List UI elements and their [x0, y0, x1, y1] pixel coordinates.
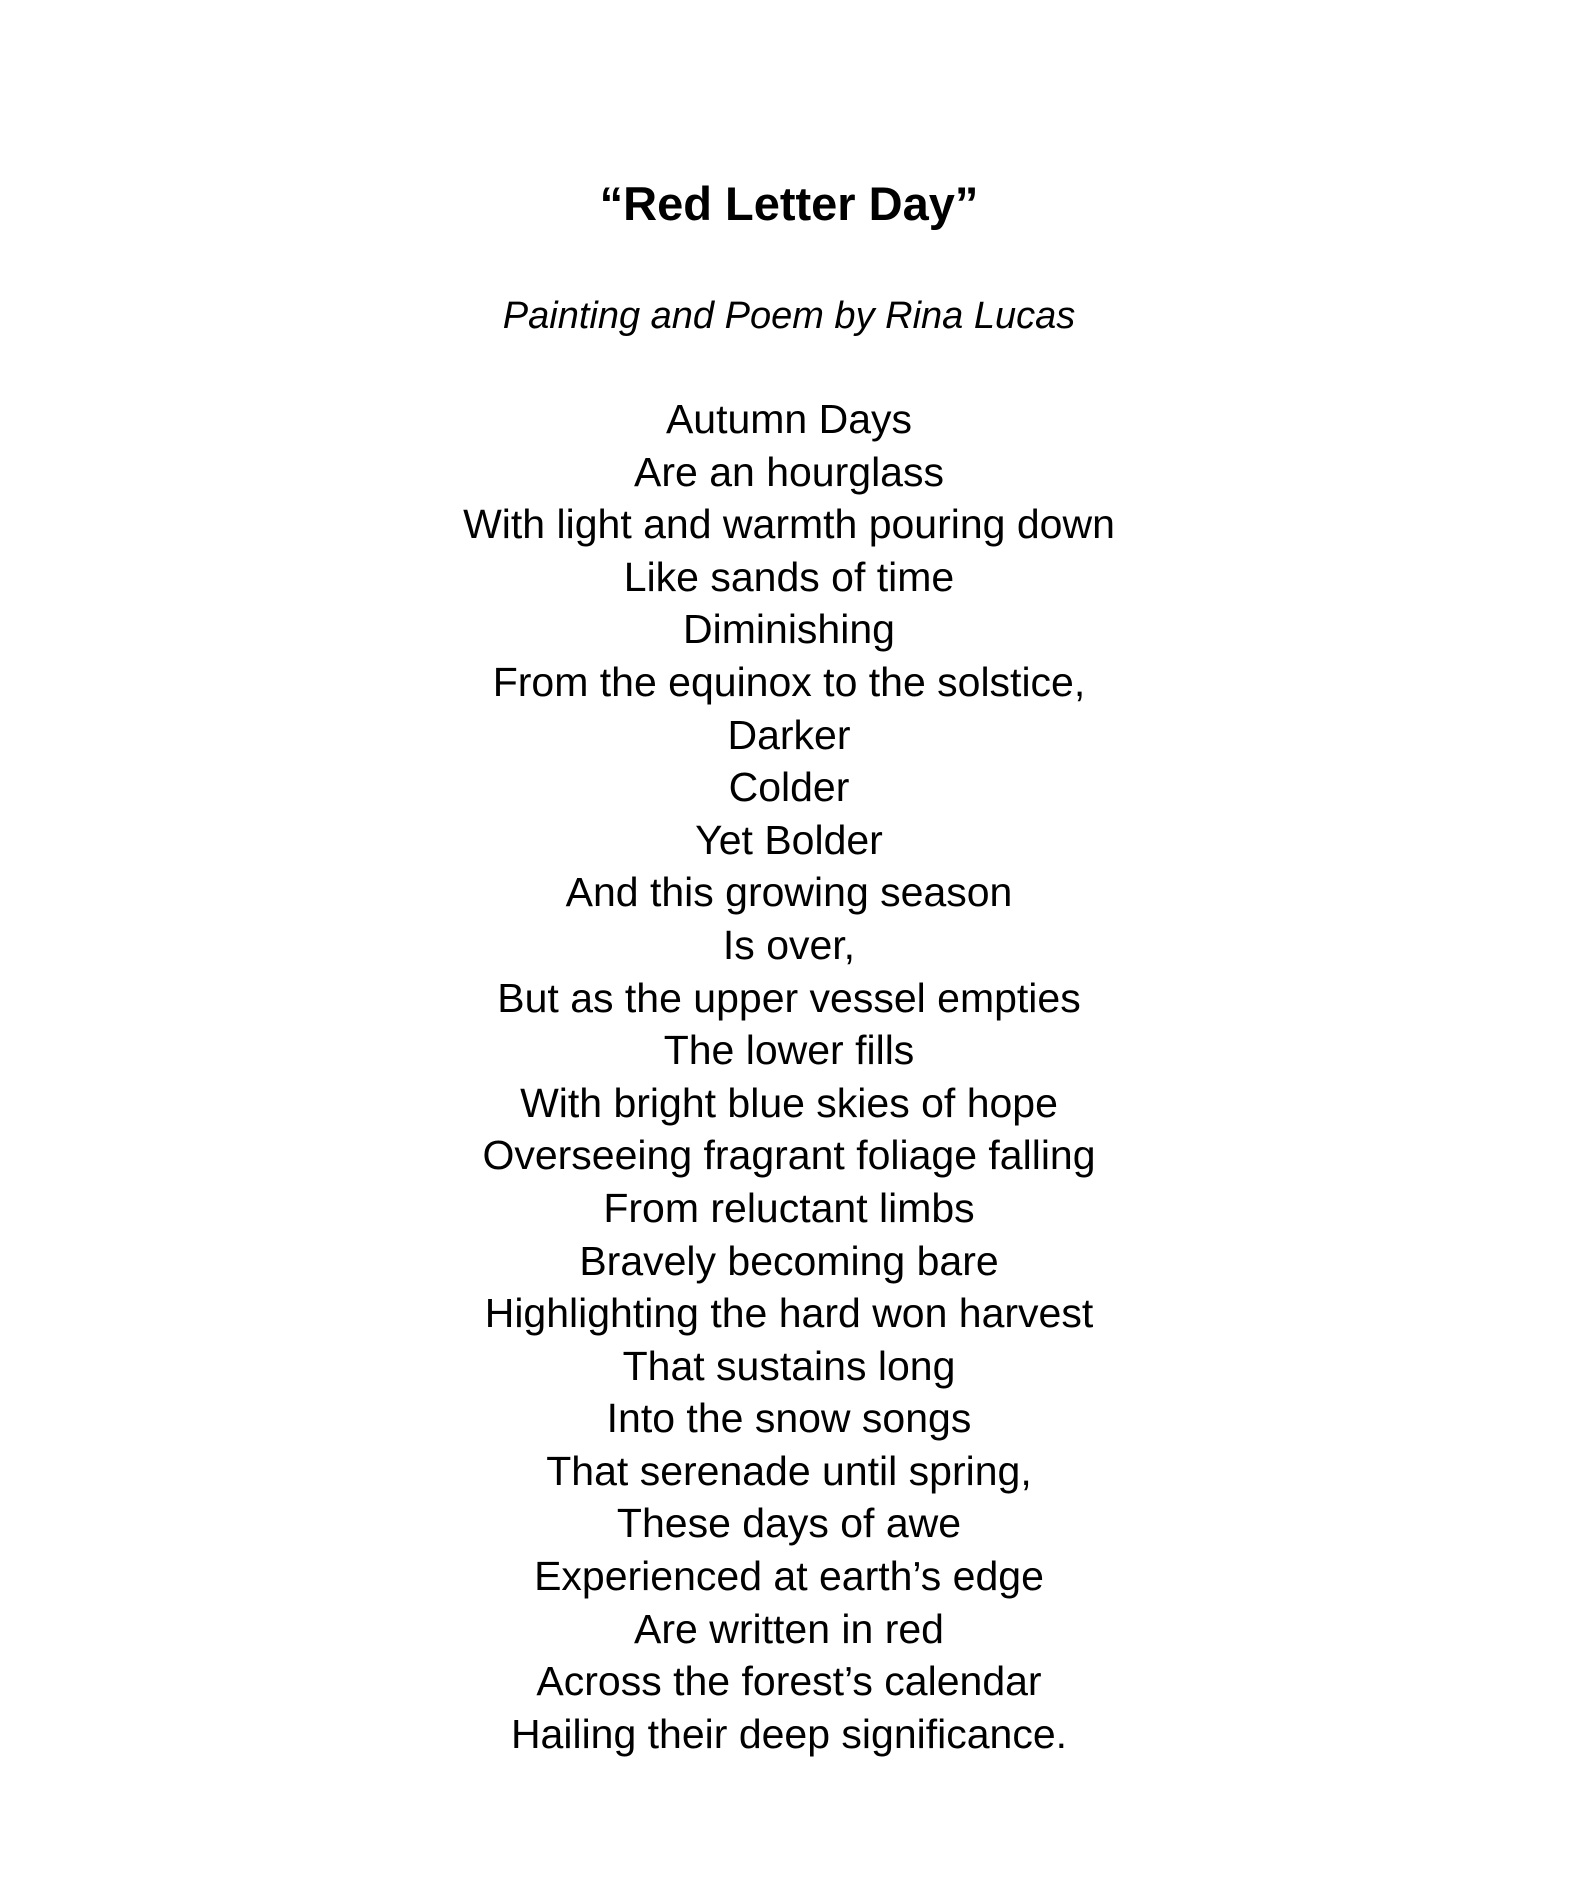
poem-line: Bravely becoming bare — [579, 1237, 999, 1284]
poem-line: Experienced at earth’s edge — [534, 1553, 1044, 1600]
poem-line: Are written in red — [634, 1605, 944, 1652]
poem-line: Are an hourglass — [634, 448, 944, 495]
poem-line: Across the forest’s calendar — [536, 1658, 1042, 1705]
poem-body — [0, 393, 1578, 1760]
poem-line: But as the upper vessel empties — [497, 974, 1081, 1021]
poem-line: And this growing season — [565, 869, 1013, 916]
poem-line: Darker — [727, 711, 851, 758]
poem-line: From reluctant limbs — [603, 1184, 975, 1231]
poem-line: With bright blue skies of hope — [520, 1079, 1058, 1126]
poem-line: From the equinox to the solstice, — [492, 658, 1086, 705]
poem-line: Overseeing fragrant foliage falling — [482, 1132, 1096, 1179]
poem-line: Highlighting the hard won harvest — [484, 1290, 1094, 1337]
poem-line: Autumn Days — [665, 396, 913, 442]
poem-line: That sustains long — [622, 1342, 956, 1389]
poem-line: Colder — [728, 764, 850, 811]
poem-line: That serenade until spring, — [546, 1447, 1032, 1494]
poem-byline: Painting and Poem by Rina Lucas — [502, 295, 1076, 337]
poem-line: Hailing their deep significance. — [510, 1710, 1068, 1757]
poem-line: Into the snow songs — [606, 1395, 972, 1442]
poem-line: These days of awe — [616, 1500, 962, 1547]
poem-title: “Red Letter Day” — [599, 177, 979, 230]
poem-line: Yet Bolder — [695, 816, 883, 863]
poem-line: With light and warmth pouring down — [463, 501, 1115, 548]
poem-line: Is over, — [722, 921, 856, 968]
poem-line: Diminishing — [683, 606, 895, 653]
poem-line: Like sands of time — [623, 553, 955, 600]
poem-line: The lower fills — [663, 1027, 915, 1074]
